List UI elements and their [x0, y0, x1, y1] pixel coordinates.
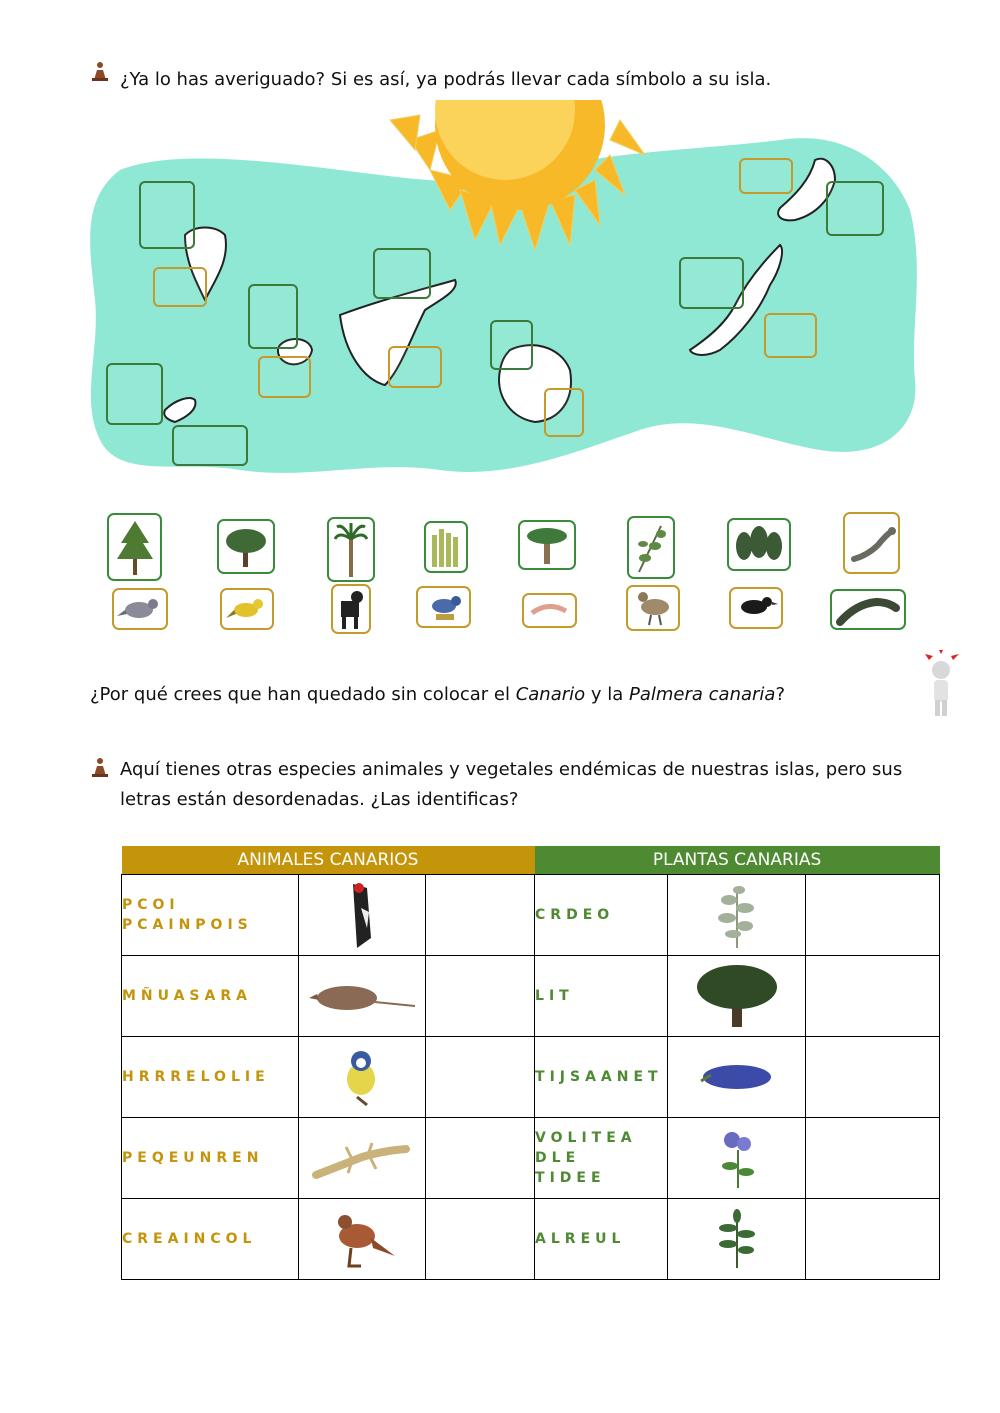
- animal-scrambled-word: PEQEUNREN: [122, 1118, 299, 1199]
- person-bullet-icon: [90, 60, 110, 82]
- tree-icon: [668, 961, 805, 1031]
- cactus-icon: [428, 525, 464, 569]
- animal-scrambled-word: MÑUASARA: [122, 956, 299, 1037]
- plant-answer-cell[interactable]: [806, 1199, 940, 1280]
- table-row: [122, 956, 940, 1037]
- table-row: [122, 1118, 940, 1199]
- table-row: [122, 1199, 940, 1280]
- tile-shrimp[interactable]: [522, 593, 577, 628]
- question-mid: y la: [585, 684, 629, 705]
- plants-header: PLANTAS CANARIAS: [535, 846, 940, 875]
- animal-answer-cell[interactable]: [426, 1037, 535, 1118]
- animal-scrambled-word: HRRRELOLIE: [122, 1037, 299, 1118]
- species-picture: [668, 1037, 806, 1118]
- animals-header: ANIMALES CANARIOS: [122, 846, 535, 875]
- plant-answer-cell[interactable]: [806, 956, 940, 1037]
- question-prefix: ¿Por qué crees que han quedado sin colocar el: [90, 684, 516, 705]
- branch-icon: [631, 520, 671, 576]
- blue-tit-icon: [299, 1047, 425, 1107]
- gecko-icon: [299, 1135, 425, 1181]
- animal-answer-cell[interactable]: [426, 1199, 535, 1280]
- drop-zone-la-palma-2[interactable]: [153, 267, 207, 307]
- plant-scrambled-word: VOLITEA DLE TIDEE: [535, 1118, 668, 1199]
- laurel-icon: [668, 1208, 805, 1270]
- drop-zone-tenerife-1[interactable]: [373, 248, 431, 299]
- species-picture: [299, 1037, 426, 1118]
- violet-flower-icon: [668, 1126, 805, 1190]
- tile-blue-chaffinch[interactable]: [416, 586, 471, 628]
- species-picture: [668, 956, 806, 1037]
- tile-raven[interactable]: [729, 587, 783, 629]
- dog-icon: [335, 587, 367, 631]
- species-picture: [668, 875, 806, 956]
- tile-pigeon[interactable]: [112, 588, 168, 630]
- animal-scrambled-word: PCOI PCAINPOIS: [122, 875, 299, 956]
- tile-cardon[interactable]: [424, 521, 468, 573]
- shrew-icon: [299, 976, 425, 1016]
- plant-scrambled-word: LIT: [535, 956, 668, 1037]
- drop-zone-lanzarote-2[interactable]: [826, 181, 884, 236]
- plant-scrambled-word: CRDEO: [535, 875, 668, 956]
- thinking-figure-icon: [915, 650, 967, 720]
- tile-dragon-tree[interactable]: [518, 520, 576, 570]
- plant-answer-cell[interactable]: [806, 1118, 940, 1199]
- person-bullet-icon-2: [90, 756, 110, 778]
- species-picture: [668, 1118, 806, 1199]
- animal-answer-cell[interactable]: [426, 875, 535, 956]
- species-picture: [668, 1199, 806, 1280]
- shrub-icon: [668, 880, 805, 950]
- animal-answer-cell[interactable]: [426, 1118, 535, 1199]
- question-palmera: Palmera canaria: [629, 684, 776, 705]
- bustard-icon: [631, 589, 675, 627]
- giant-lizard-icon: [836, 594, 900, 626]
- question-suffix: ?: [775, 684, 786, 705]
- tile-shrub-branch[interactable]: [627, 516, 675, 579]
- shrimp-icon: [528, 599, 572, 623]
- drop-zone-la-palma-1[interactable]: [139, 181, 195, 249]
- table-row: [122, 1037, 940, 1118]
- animal-scrambled-word: CREAINCOL: [122, 1199, 299, 1280]
- table-row: [122, 875, 940, 956]
- tile-houbara[interactable]: [626, 585, 680, 631]
- tree-icon: [223, 525, 269, 569]
- woodpecker-icon: [299, 878, 425, 952]
- species-table: [121, 846, 940, 1280]
- drop-zone-el-hierro-1[interactable]: [106, 363, 163, 425]
- drop-zone-lanzarote-1[interactable]: [739, 158, 793, 194]
- drop-zone-el-hierro-2[interactable]: [172, 425, 248, 466]
- drop-zone-fuerteventura-2[interactable]: [764, 313, 817, 358]
- canary-bird-icon: [226, 592, 268, 626]
- question-unplaced-species: [90, 680, 785, 710]
- drop-zone-gran-canaria-2[interactable]: [544, 388, 584, 437]
- species-picture: [299, 1118, 426, 1199]
- palm-tree-icon: [333, 521, 369, 579]
- tile-pine[interactable]: [107, 513, 162, 581]
- pine-tree-icon: [113, 517, 157, 577]
- plant-answer-cell[interactable]: [806, 875, 940, 956]
- drop-zone-fuerteventura-1[interactable]: [679, 257, 744, 309]
- tile-canary-palm[interactable]: [327, 517, 375, 582]
- species-picture: [299, 1199, 426, 1280]
- tile-giant-lizard[interactable]: [830, 589, 906, 630]
- question-canario: Canario: [515, 684, 586, 705]
- shrub-icon: [732, 524, 786, 566]
- tile-lizard[interactable]: [843, 512, 900, 574]
- tile-dog[interactable]: [331, 584, 371, 634]
- tile-canary[interactable]: [220, 588, 274, 630]
- species-picture: [299, 875, 426, 956]
- tile-tabaiba[interactable]: [727, 518, 791, 571]
- instruction-drag-symbols: ¿Ya lo has averiguado? Si es así, ya podrás llevar cada símbolo a su isla.: [120, 69, 772, 90]
- drop-zone-la-gomera-1[interactable]: [248, 284, 298, 349]
- dragon-tree-icon: [524, 524, 570, 566]
- drop-zone-gran-canaria-1[interactable]: [490, 320, 533, 370]
- plant-scrambled-word: ALREUL: [535, 1199, 668, 1280]
- blue-bird-icon: [422, 590, 466, 624]
- plant-answer-cell[interactable]: [806, 1037, 940, 1118]
- plant-scrambled-word: TIJSAANET: [535, 1037, 668, 1118]
- animal-answer-cell[interactable]: [426, 956, 535, 1037]
- instruction-unscramble: Aquí tienes otras especies animales y vegetales endémicas de nuestras islas, pero sus letras están desordenadas. ¿Las identificas?: [120, 759, 903, 810]
- drop-zone-la-gomera-2[interactable]: [258, 356, 311, 398]
- tajinaste-flower-icon: [668, 1057, 805, 1097]
- species-picture: [299, 956, 426, 1037]
- kestrel-icon: [299, 1208, 425, 1270]
- tile-dragon-tree-small[interactable]: [217, 519, 275, 574]
- raven-icon: [734, 591, 778, 625]
- drop-zone-tenerife-2[interactable]: [388, 346, 442, 388]
- pigeon-icon: [117, 592, 163, 626]
- lizard-icon: [848, 521, 896, 565]
